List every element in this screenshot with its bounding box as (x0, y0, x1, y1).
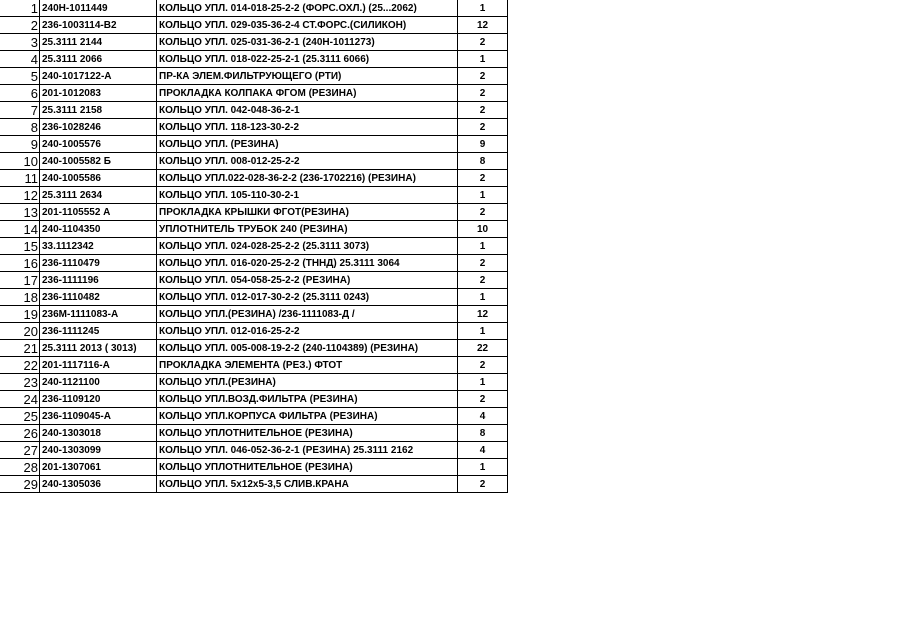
part-code-cell: 240-1305036 (40, 476, 157, 493)
part-code-cell: 33.1112342 (40, 238, 157, 255)
row-number-cell: 15 (0, 238, 40, 255)
quantity-cell: 1 (458, 0, 508, 17)
part-code-cell: 236-1111196 (40, 272, 157, 289)
part-code-cell: 240-1005586 (40, 170, 157, 187)
row-number-cell: 26 (0, 425, 40, 442)
quantity-cell: 1 (458, 323, 508, 340)
part-code-cell: 201-1117116-А (40, 357, 157, 374)
part-code-cell: 25.3111 2634 (40, 187, 157, 204)
part-name-cell: КОЛЬЦО УПЛ. 042-048-36-2-1 (157, 102, 458, 119)
part-code-cell: 240-1303018 (40, 425, 157, 442)
part-code-cell: 240-1303099 (40, 442, 157, 459)
row-number-cell: 14 (0, 221, 40, 238)
part-name-cell: КОЛЬЦО УПЛ. 016-020-25-2-2 (ТННД) 25.3111 3064 (157, 255, 458, 272)
part-name-cell: КОЛЬЦО УПЛ. 008-012-25-2-2 (157, 153, 458, 170)
table-row (0, 425, 508, 442)
table-row (0, 340, 508, 357)
quantity-cell: 9 (458, 136, 508, 153)
part-name-cell: ПР-КА ЭЛЕМ.ФИЛЬТРУЮЩЕГО (РТИ) (157, 68, 458, 85)
part-code-cell: 240-1005576 (40, 136, 157, 153)
part-code-cell: 240-1017122-А (40, 68, 157, 85)
quantity-cell: 2 (458, 34, 508, 51)
part-code-cell: 25.3111 2158 (40, 102, 157, 119)
quantity-cell: 12 (458, 17, 508, 34)
row-number-cell: 16 (0, 255, 40, 272)
quantity-cell: 2 (458, 255, 508, 272)
part-name-cell: КОЛЬЦО УПЛ.022-028-36-2-2 (236-1702216) (РЕЗИНА) (157, 170, 458, 187)
row-number-cell: 3 (0, 34, 40, 51)
table-row (0, 255, 508, 272)
table-row (0, 68, 508, 85)
part-name-cell: КОЛЬЦО УПЛ. 118-123-30-2-2 (157, 119, 458, 136)
part-code-cell: 236-1110479 (40, 255, 157, 272)
row-number-cell: 25 (0, 408, 40, 425)
table-row (0, 374, 508, 391)
row-number-cell: 27 (0, 442, 40, 459)
quantity-cell: 2 (458, 170, 508, 187)
table-row (0, 323, 508, 340)
quantity-cell: 10 (458, 221, 508, 238)
part-code-cell: 236-1110482 (40, 289, 157, 306)
quantity-cell: 2 (458, 119, 508, 136)
part-name-cell: КОЛЬЦО УПЛ.КОРПУСА ФИЛЬТРА (РЕЗИНА) (157, 408, 458, 425)
table-row (0, 204, 508, 221)
part-code-cell: 240-1121100 (40, 374, 157, 391)
part-code-cell: 25.3111 2144 (40, 34, 157, 51)
parts-table (0, 0, 508, 493)
row-number-cell: 20 (0, 323, 40, 340)
row-number-cell: 4 (0, 51, 40, 68)
part-name-cell: КОЛЬЦО УПЛ.(РЕЗИНА) /236-1111083-Д / (157, 306, 458, 323)
row-number-cell: 19 (0, 306, 40, 323)
part-code-cell: 236-1028246 (40, 119, 157, 136)
row-number-cell: 13 (0, 204, 40, 221)
quantity-cell: 1 (458, 238, 508, 255)
part-name-cell: КОЛЬЦО УПЛ. 054-058-25-2-2 (РЕЗИНА) (157, 272, 458, 289)
row-number-cell: 10 (0, 153, 40, 170)
table-row (0, 170, 508, 187)
part-name-cell: КОЛЬЦО УПЛОТНИТЕЛЬНОЕ (РЕЗИНА) (157, 459, 458, 476)
part-code-cell: 240Н-1011449 (40, 0, 157, 17)
table-row (0, 34, 508, 51)
part-name-cell: КОЛЬЦО УПЛ. 012-016-25-2-2 (157, 323, 458, 340)
part-name-cell: ПРОКЛАДКА ЭЛЕМЕНТА (РЕЗ.) ФТОТ (157, 357, 458, 374)
row-number-cell: 8 (0, 119, 40, 136)
part-code-cell: 240-1104350 (40, 221, 157, 238)
part-code-cell: 25.3111 2066 (40, 51, 157, 68)
part-name-cell: КОЛЬЦО УПЛ. 005-008-19-2-2 (240-1104389) (РЕЗИНА) (157, 340, 458, 357)
row-number-cell: 5 (0, 68, 40, 85)
part-code-cell: 201-1012083 (40, 85, 157, 102)
table-row (0, 289, 508, 306)
table-row (0, 102, 508, 119)
row-number-cell: 9 (0, 136, 40, 153)
quantity-cell: 2 (458, 204, 508, 221)
row-number-cell: 18 (0, 289, 40, 306)
row-number-cell: 23 (0, 374, 40, 391)
part-name-cell: КОЛЬЦО УПЛ. 025-031-36-2-1 (240Н-1011273) (157, 34, 458, 51)
row-number-cell: 17 (0, 272, 40, 289)
parts-table-body (0, 0, 508, 493)
part-name-cell: КОЛЬЦО УПЛОТНИТЕЛЬНОЕ (РЕЗИНА) (157, 425, 458, 442)
table-row (0, 459, 508, 476)
part-code-cell: 236-1109045-А (40, 408, 157, 425)
quantity-cell: 2 (458, 357, 508, 374)
row-number-cell: 22 (0, 357, 40, 374)
part-name-cell: УПЛОТНИТЕЛЬ ТРУБОК 240 (РЕЗИНА) (157, 221, 458, 238)
part-name-cell: КОЛЬЦО УПЛ.ВОЗД.ФИЛЬТРА (РЕЗИНА) (157, 391, 458, 408)
row-number-cell: 29 (0, 476, 40, 493)
table-row (0, 51, 508, 68)
row-number-cell: 7 (0, 102, 40, 119)
row-number-cell: 1 (0, 0, 40, 17)
part-name-cell: КОЛЬЦО УПЛ. 012-017-30-2-2 (25.3111 0243) (157, 289, 458, 306)
table-row (0, 17, 508, 34)
table-row (0, 119, 508, 136)
quantity-cell: 2 (458, 272, 508, 289)
quantity-cell: 2 (458, 85, 508, 102)
row-number-cell: 12 (0, 187, 40, 204)
part-name-cell: ПРОКЛАДКА КРЫШКИ ФГОТ(РЕЗИНА) (157, 204, 458, 221)
row-number-cell: 21 (0, 340, 40, 357)
part-code-cell: 236-1111245 (40, 323, 157, 340)
quantity-cell: 2 (458, 391, 508, 408)
part-name-cell: КОЛЬЦО УПЛ. 5х12х5-3,5 СЛИВ.КРАНА (157, 476, 458, 493)
part-name-cell: КОЛЬЦО УПЛ. 014-018-25-2-2 (ФОРС.ОХЛ.) (25...2062) (157, 0, 458, 17)
table-row (0, 391, 508, 408)
part-code-cell: 236-1003114-В2 (40, 17, 157, 34)
table-row (0, 0, 508, 17)
part-code-cell: 201-1105552 А (40, 204, 157, 221)
table-row (0, 442, 508, 459)
quantity-cell: 12 (458, 306, 508, 323)
quantity-cell: 1 (458, 374, 508, 391)
part-name-cell: КОЛЬЦО УПЛ. 018-022-25-2-1 (25.3111 6066) (157, 51, 458, 68)
part-name-cell: КОЛЬЦО УПЛ. 105-110-30-2-1 (157, 187, 458, 204)
quantity-cell: 8 (458, 425, 508, 442)
part-name-cell: КОЛЬЦО УПЛ. 024-028-25-2-2 (25.3111 3073) (157, 238, 458, 255)
row-number-cell: 2 (0, 17, 40, 34)
quantity-cell: 2 (458, 68, 508, 85)
quantity-cell: 22 (458, 340, 508, 357)
table-row (0, 136, 508, 153)
table-row (0, 306, 508, 323)
table-row (0, 85, 508, 102)
part-code-cell: 236-1109120 (40, 391, 157, 408)
quantity-cell: 1 (458, 187, 508, 204)
quantity-cell: 1 (458, 289, 508, 306)
quantity-cell: 2 (458, 102, 508, 119)
part-name-cell: КОЛЬЦО УПЛ. (РЕЗИНА) (157, 136, 458, 153)
table-row (0, 153, 508, 170)
part-code-cell: 240-1005582 Б (40, 153, 157, 170)
row-number-cell: 28 (0, 459, 40, 476)
row-number-cell: 24 (0, 391, 40, 408)
table-row (0, 187, 508, 204)
part-code-cell: 201-1307061 (40, 459, 157, 476)
table-row (0, 408, 508, 425)
quantity-cell: 4 (458, 442, 508, 459)
quantity-cell: 1 (458, 51, 508, 68)
quantity-cell: 2 (458, 476, 508, 493)
part-name-cell: ПРОКЛАДКА КОЛПАКА ФГОМ (РЕЗИНА) (157, 85, 458, 102)
part-code-cell: 236М-1111083-А (40, 306, 157, 323)
quantity-cell: 8 (458, 153, 508, 170)
quantity-cell: 1 (458, 459, 508, 476)
part-name-cell: КОЛЬЦО УПЛ. 046-052-36-2-1 (РЕЗИНА) 25.3111 2162 (157, 442, 458, 459)
part-name-cell: КОЛЬЦО УПЛ. 029-035-36-2-4 СТ.ФОРС.(СИЛИКОН) (157, 17, 458, 34)
table-row (0, 238, 508, 255)
row-number-cell: 6 (0, 85, 40, 102)
table-row (0, 272, 508, 289)
part-name-cell: КОЛЬЦО УПЛ.(РЕЗИНА) (157, 374, 458, 391)
quantity-cell: 4 (458, 408, 508, 425)
table-row (0, 221, 508, 238)
table-row (0, 476, 508, 493)
part-code-cell: 25.3111 2013 ( 3013) (40, 340, 157, 357)
row-number-cell: 11 (0, 170, 40, 187)
table-row (0, 357, 508, 374)
